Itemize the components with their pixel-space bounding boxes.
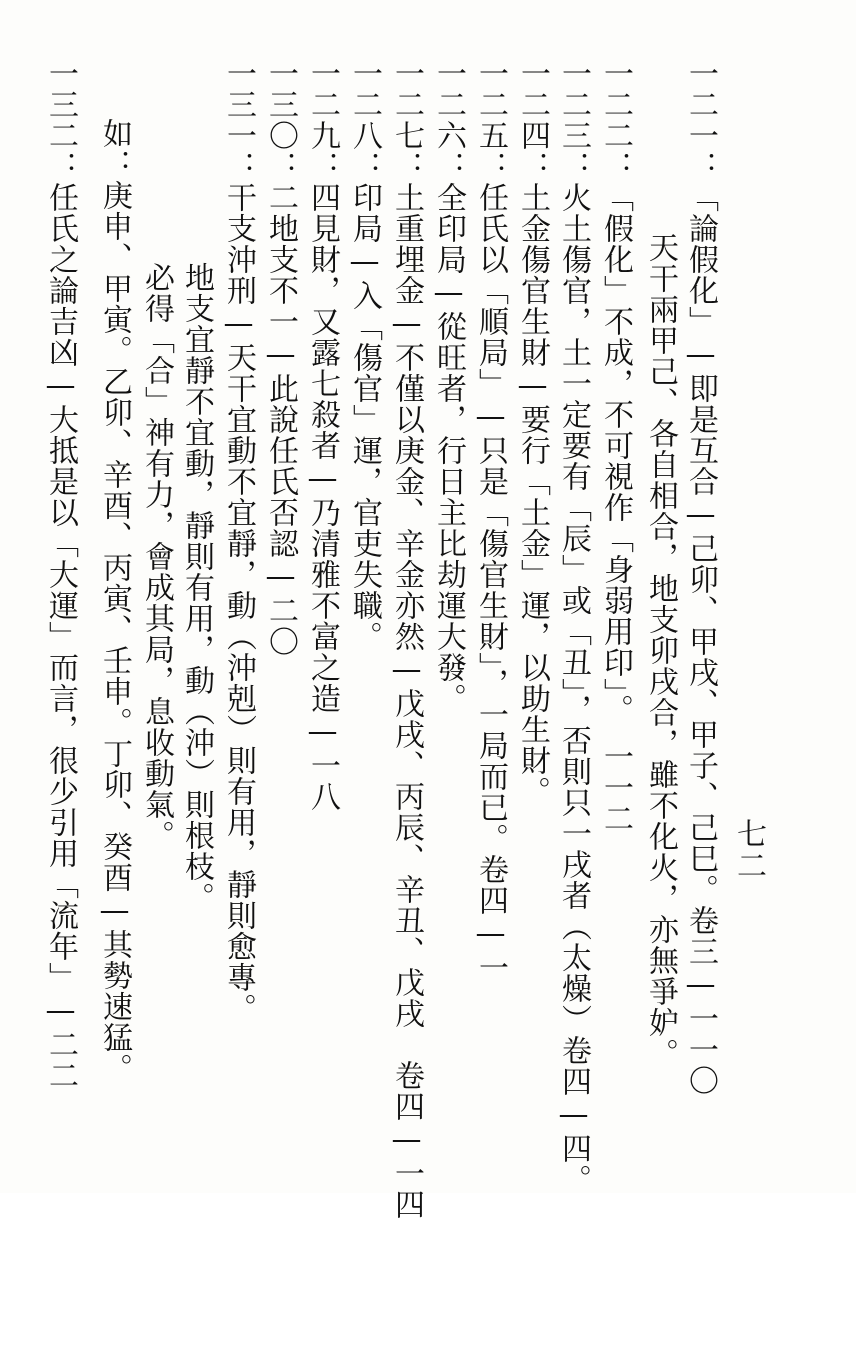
text-line: 一二四：土金傷官生財—要行「土金」運，以助生財。 [515,58,550,807]
text-line: 一二六：全印局—從旺者，行日主比劫運大發。 [431,58,466,714]
text-line: 一二七：土重埋金—不僅以庚金、辛金亦然—戊戌、丙辰、辛丑、戊戌 卷四—一四 [389,58,424,1220]
text-line: 一二一：「論假化」—即是互合—己卯、甲戌、甲子、己巳。卷三—一一〇 [683,58,718,1096]
text-line: 一二八：印局—入「傷官」運，官吏失職。 [347,58,382,652]
text-line: 一二五：任氏以「順局」—只是「傷官生財」，一局而已。卷四—一 [473,58,508,983]
text-line: 地支宜靜不宜動，靜則有用，動（沖）則根枝。 [179,262,214,913]
page-number: 七二 [731,818,766,882]
text-line: 必得「合」神有力，會成其局，息收動氣。 [139,262,174,851]
text-line: 一二三：火土傷官，土一定要有「辰」或「丑」，否則只一戌者（太燥）卷四—四。 [556,58,591,1195]
text-line: 一三〇：二地支不一—此說任氏否認—二〇 [263,58,298,657]
text-line: 一二二：「假化」不成，不可視作「身弱用印」。 一一二 [598,58,633,834]
text-line: 一三一：干支沖刑—天干宜動不宜靜，動（沖剋）則有用，靜則愈專。 [221,58,256,1024]
text-line: 一三二：任氏之論吉凶—大抵是以「大運」而言，很少引用「流年」—二二 [43,58,78,1091]
text-line: 如：庚申、甲寅。乙卯、辛酉、丙寅、壬申。丁卯、癸酉—其勢速猛。 [97,118,132,1084]
text-line: 一二九：四見財，又露七殺者—乃清雅不富之造—一八 [305,58,340,812]
text-line: 天干兩甲己、各自相合，地支卯戌合，雖不化火，亦無爭妒。 [643,232,678,1069]
